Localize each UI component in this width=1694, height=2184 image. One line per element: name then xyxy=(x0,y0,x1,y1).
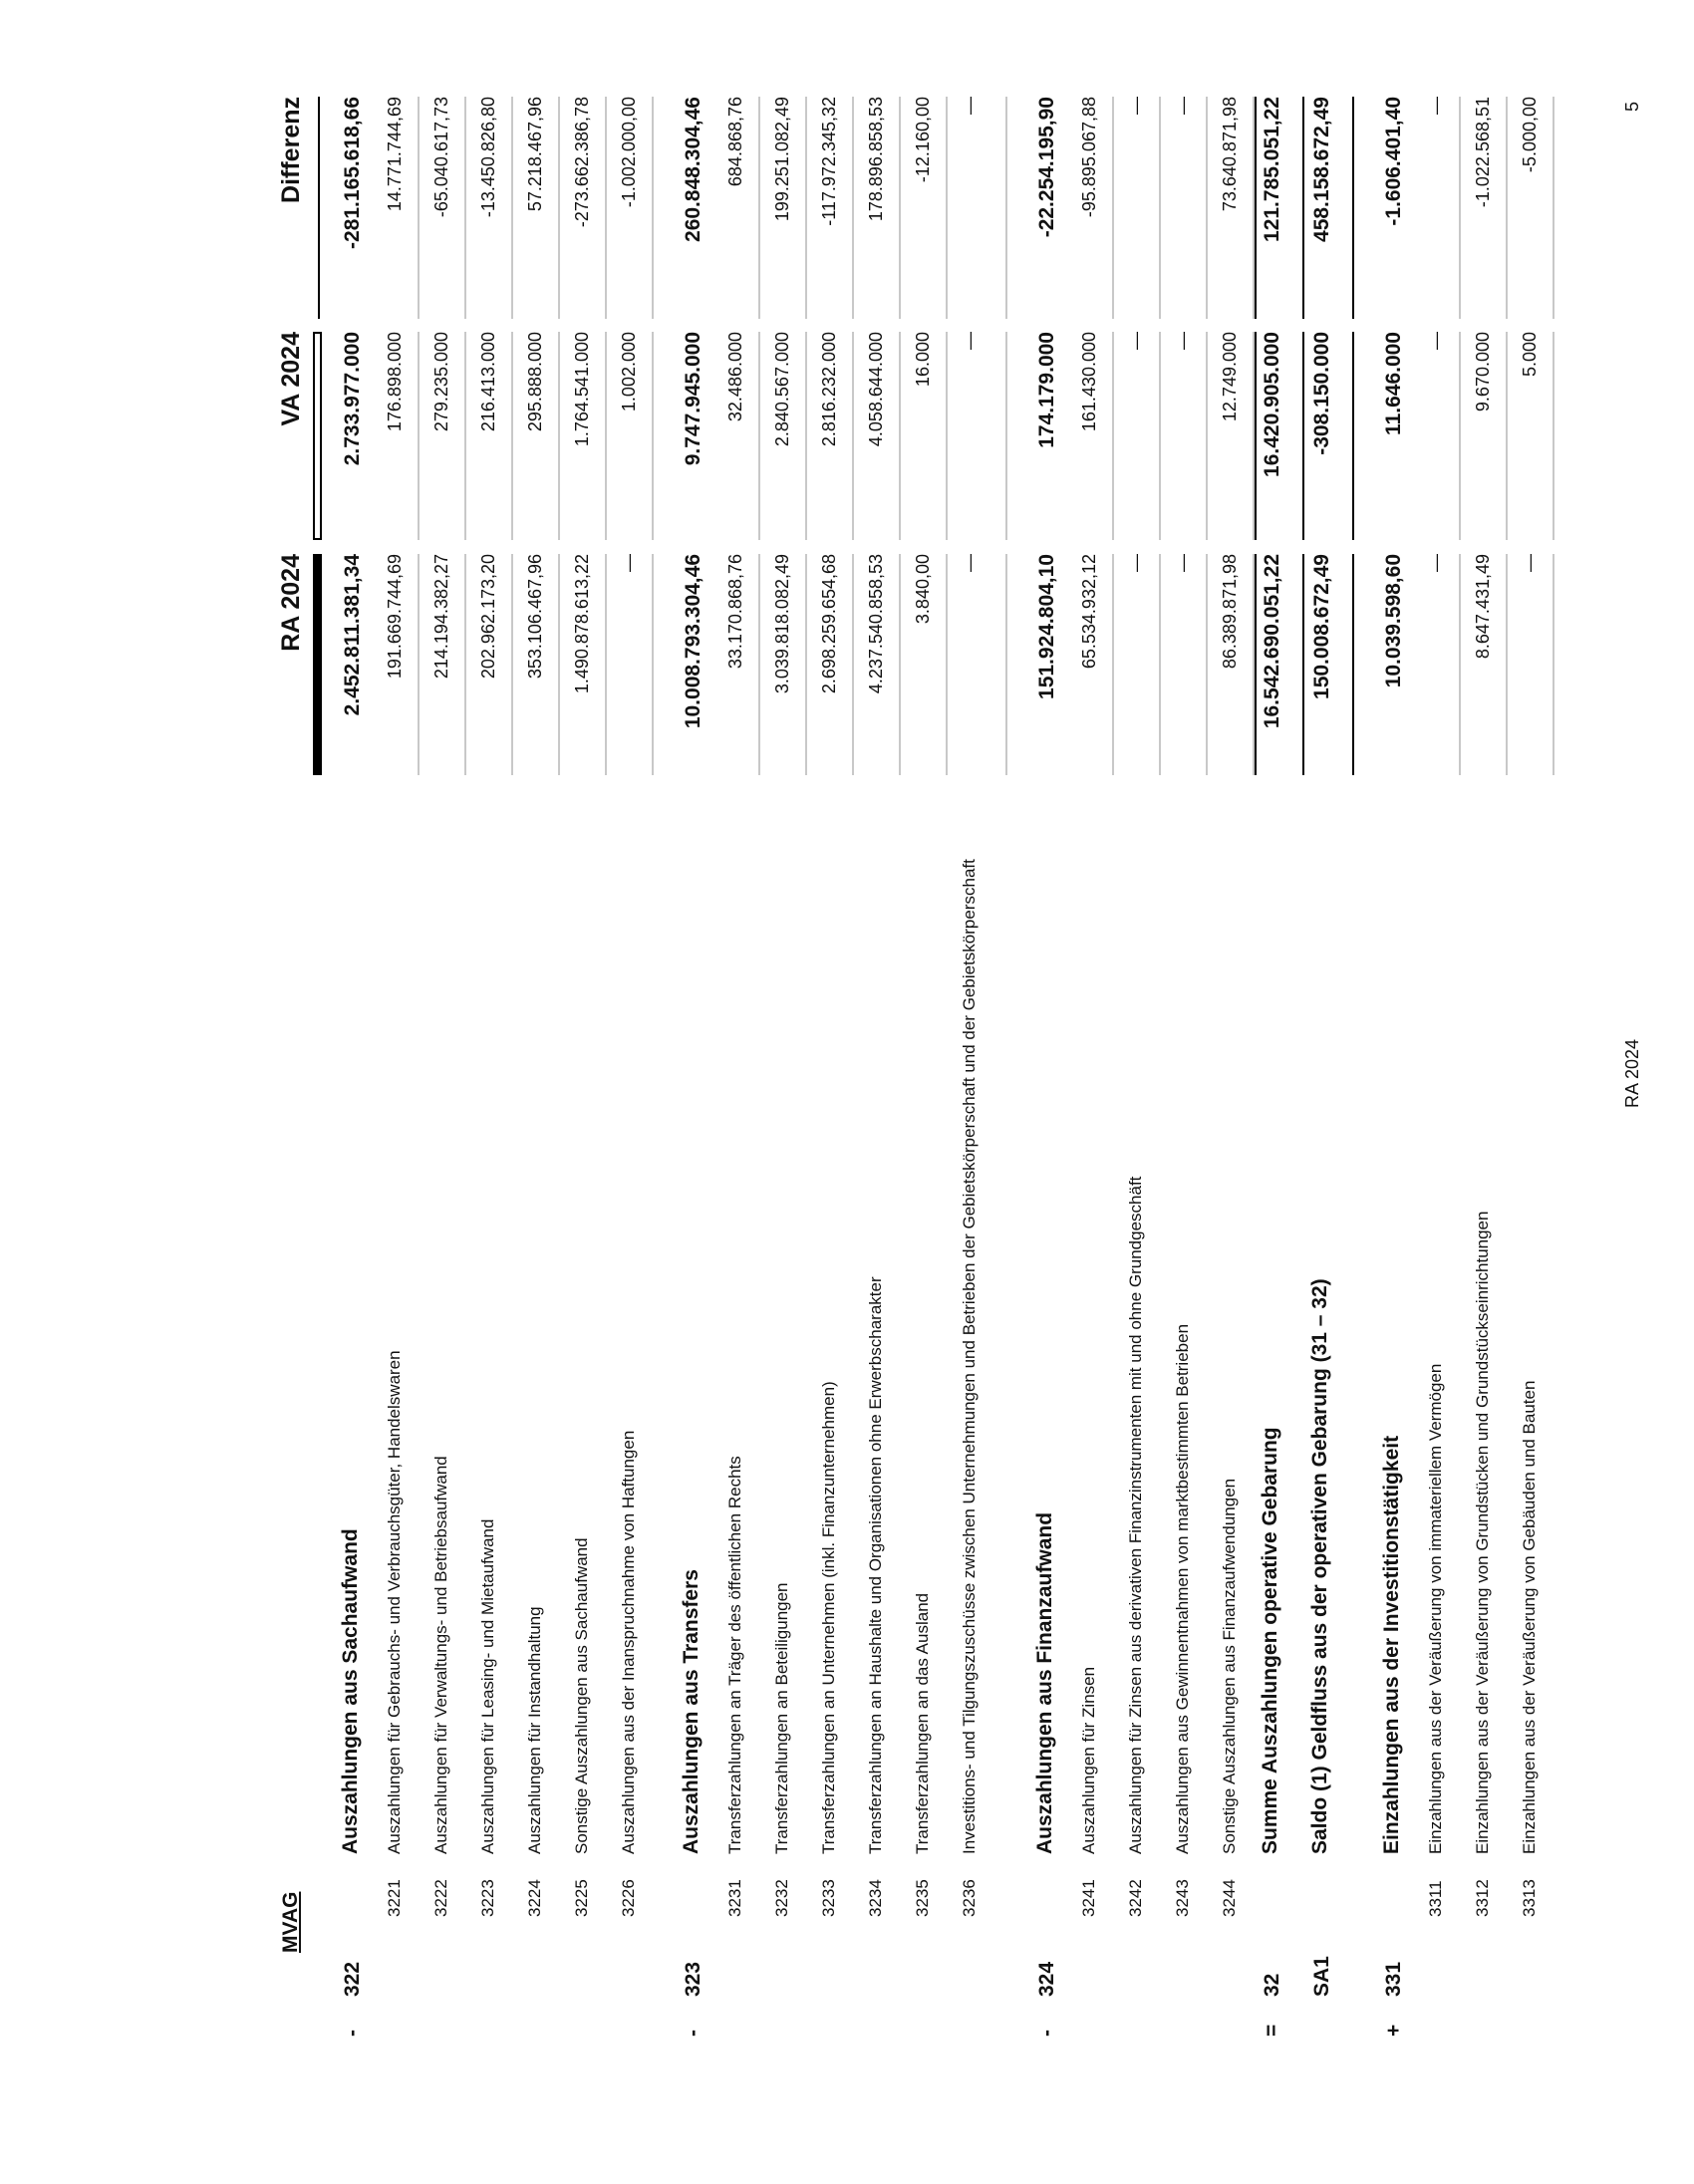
row-separator xyxy=(1553,97,1554,319)
row-va-2024: 32.486.000 xyxy=(725,332,745,422)
row-code: 3224 xyxy=(525,1879,544,1917)
row-sign: - xyxy=(1035,2030,1058,2037)
row-va-2024: 1.002.000 xyxy=(619,332,639,412)
row-label: Saldo (1) Geldfluss aus der operativen Gebarung (31 – 32) xyxy=(1308,1278,1331,1854)
row-differenz: -5.000,00 xyxy=(1520,97,1540,173)
row-va-2024: 174.179.000 xyxy=(1035,332,1058,448)
header-mvag: MVAG xyxy=(279,1891,302,1953)
row-code: 3231 xyxy=(725,1879,744,1917)
row-va-2024: 279.235.000 xyxy=(431,332,451,432)
row-label: Summe Auszahlungen operative Gebarung xyxy=(1259,1427,1281,1854)
row-differenz: -117.972.345,32 xyxy=(819,97,839,226)
row-code: 3221 xyxy=(385,1879,404,1917)
header-va-2024: VA 2024 xyxy=(277,332,305,426)
table-row xyxy=(1414,0,1461,2184)
row-differenz: — xyxy=(1426,97,1446,115)
row-ra-2024: 8.647.431,49 xyxy=(1473,554,1493,660)
row-label: Einzahlungen aus der Veräußerung von Grundstücken und Grundstückseinrichtungen xyxy=(1473,1211,1492,1854)
table-row xyxy=(1304,0,1354,2184)
row-differenz: -12.160,00 xyxy=(913,97,933,183)
row-va-2024: 9.747.945.000 xyxy=(682,332,705,466)
row-ra-2024: 2.698.259.654,68 xyxy=(819,554,839,694)
row-code: 3311 xyxy=(1426,1880,1445,1917)
row-ra-2024: — xyxy=(960,554,980,572)
row-label: Transferzahlungen an Träger des öffentlichen Rechts xyxy=(725,1456,744,1854)
row-separator xyxy=(1553,332,1554,540)
row-label: Auszahlungen für Verwaltungs- und Betriebsaufwand xyxy=(431,1456,450,1854)
row-ra-2024: — xyxy=(1126,554,1146,572)
table-header xyxy=(269,0,321,2184)
row-va-2024: 2.733.977.000 xyxy=(341,332,364,466)
table-row xyxy=(1255,0,1304,2184)
row-differenz: 458.158.672,49 xyxy=(1310,97,1333,242)
row-differenz: -22.254.195,90 xyxy=(1035,97,1058,238)
row-differenz: 14.771.744,69 xyxy=(385,97,405,212)
row-separator xyxy=(1005,97,1007,319)
row-separator xyxy=(652,554,654,775)
row-ra-2024: — xyxy=(1173,554,1193,572)
row-ra-2024: — xyxy=(1426,554,1446,572)
row-va-2024: 176.898.000 xyxy=(385,332,405,432)
row-label: Auszahlungen für Zinsen aus derivativen Finanzinstrumenten mit und ohne Grundgeschäft xyxy=(1126,1176,1145,1854)
row-va-2024: 4.058.644.000 xyxy=(866,332,886,447)
header-ra-bar xyxy=(313,554,322,775)
row-ra-2024: 3.039.818.082,49 xyxy=(772,554,792,694)
row-va-2024: 5.000 xyxy=(1520,332,1540,378)
table-row xyxy=(1029,0,1067,2184)
table-row xyxy=(1376,0,1414,2184)
row-code: 3312 xyxy=(1473,1879,1492,1917)
row-differenz: 121.785.051,22 xyxy=(1261,97,1283,242)
row-separator xyxy=(1005,332,1007,540)
row-label: Transferzahlungen an Haushalte und Organisationen ohne Erwerbscharakter xyxy=(866,1276,885,1854)
row-ra-2024: 150.008.672,49 xyxy=(1310,554,1333,699)
row-ra-2024: 65.534.932,12 xyxy=(1079,554,1099,670)
table-row xyxy=(560,0,607,2184)
row-differenz: 73.640.871,98 xyxy=(1220,97,1240,212)
row-label: Auszahlungen für Instandhaltung xyxy=(525,1606,544,1854)
row-label: Transferzahlungen an Beteiligungen xyxy=(772,1582,791,1854)
row-ra-2024: 10.039.598,60 xyxy=(1382,554,1405,688)
row-label: Einzahlungen aus der Veräußerung von Gebäuden und Bauten xyxy=(1520,1380,1539,1854)
row-code: 3222 xyxy=(431,1879,450,1917)
row-separator xyxy=(652,332,654,540)
row-group-code: 324 xyxy=(1035,1961,1058,1997)
row-differenz: -95.895.067,88 xyxy=(1079,97,1099,218)
row-label: Einzahlungen aus der Investitionstätigkeit xyxy=(1380,1435,1403,1854)
row-label: Transferzahlungen an das Ausland xyxy=(913,1592,932,1854)
sum-top-rule xyxy=(1255,97,1257,319)
row-separator xyxy=(1352,554,1354,775)
row-ra-2024: 1.490.878.613,22 xyxy=(572,554,592,694)
header-diff-line xyxy=(318,97,320,319)
row-va-2024: 161.430.000 xyxy=(1079,332,1099,432)
table-row xyxy=(513,0,560,2184)
row-ra-2024: 4.237.540.858,53 xyxy=(866,554,886,694)
table-row xyxy=(760,0,807,2184)
row-differenz: -281.165.618,66 xyxy=(341,97,364,249)
row-va-2024: 1.764.541.000 xyxy=(572,332,592,447)
table-row xyxy=(676,0,713,2184)
row-code: 3242 xyxy=(1126,1879,1145,1917)
row-differenz: -1.002.000,00 xyxy=(619,97,639,208)
row-va-2024: 2.840.567.000 xyxy=(772,332,792,447)
row-separator xyxy=(652,97,654,319)
row-va-2024: 11.646.000 xyxy=(1382,332,1405,435)
row-sign: = xyxy=(1261,2024,1283,2037)
row-ra-2024: — xyxy=(1520,554,1540,572)
table-row xyxy=(335,0,373,2184)
row-code: 3223 xyxy=(478,1879,497,1917)
row-ra-2024: 86.389.871,98 xyxy=(1220,554,1240,670)
sum-top-rule xyxy=(1255,554,1257,775)
row-differenz: 260.848.304,46 xyxy=(682,97,705,242)
row-group-code: SA1 xyxy=(1310,1956,1333,1997)
row-sign: - xyxy=(682,2030,705,2037)
table-body xyxy=(335,0,1554,2184)
table-row xyxy=(1461,0,1508,2184)
footer-document-title: RA 2024 xyxy=(1622,1038,1642,1108)
page-number: 5 xyxy=(1622,101,1642,112)
row-separator xyxy=(1352,97,1354,319)
row-va-2024: -308.150.000 xyxy=(1310,332,1333,455)
row-sign: + xyxy=(1382,2024,1405,2037)
row-ra-2024: 353.106.467,96 xyxy=(525,554,545,680)
table-row xyxy=(713,0,760,2184)
row-va-2024: 9.670.000 xyxy=(1473,332,1493,412)
table-row xyxy=(420,0,466,2184)
sum-top-rule xyxy=(1255,332,1257,540)
row-label: Auszahlungen für Leasing- und Mietaufwand xyxy=(478,1518,497,1854)
row-code: 3313 xyxy=(1520,1879,1539,1917)
row-differenz: -13.450.826,80 xyxy=(478,97,498,218)
row-label: Transferzahlungen an Unternehmen (inkl. Finanzunternehmen) xyxy=(819,1381,838,1854)
row-sign: - xyxy=(341,2030,364,2037)
table-row xyxy=(1114,0,1161,2184)
row-differenz: 199.251.082,49 xyxy=(772,97,792,222)
row-ra-2024: 2.452.811.381,34 xyxy=(341,554,364,716)
row-differenz: -1.022.568,51 xyxy=(1473,97,1493,208)
row-ra-2024: 191.669.744,69 xyxy=(385,554,405,680)
row-group-code: 322 xyxy=(341,1961,364,1997)
row-va-2024: 2.816.232.000 xyxy=(819,332,839,447)
table-row xyxy=(373,0,420,2184)
row-differenz: 178.896.858,53 xyxy=(866,97,886,222)
row-differenz: 57.218.467,96 xyxy=(525,97,545,212)
table-row xyxy=(607,0,654,2184)
row-differenz: -1.606.401,40 xyxy=(1382,97,1405,226)
row-differenz: — xyxy=(960,97,980,115)
row-code: 3243 xyxy=(1173,1879,1192,1917)
table-row xyxy=(466,0,513,2184)
row-code: 3241 xyxy=(1079,1879,1098,1917)
row-differenz: -273.662.386,78 xyxy=(572,97,592,228)
row-group-code: 323 xyxy=(682,1961,705,1997)
table-row xyxy=(901,0,948,2184)
row-separator xyxy=(1005,554,1007,775)
row-va-2024: — xyxy=(1126,332,1146,350)
table-row xyxy=(948,0,1007,2184)
row-code: 3232 xyxy=(772,1879,791,1917)
row-ra-2024: 33.170.868,76 xyxy=(725,554,745,670)
table-row xyxy=(1508,0,1554,2184)
header-va-box xyxy=(313,332,322,540)
row-label: Sonstige Auszahlungen aus Sachaufwand xyxy=(572,1537,591,1854)
row-code: 3244 xyxy=(1220,1879,1239,1917)
row-code: 3234 xyxy=(866,1879,885,1917)
table-row xyxy=(854,0,901,2184)
row-label: Auszahlungen aus der Inanspruchnahme von Haftungen xyxy=(619,1430,638,1854)
row-ra-2024: 202.962.173,20 xyxy=(478,554,498,680)
table-row xyxy=(1208,0,1255,2184)
row-label: Auszahlungen aus Gewinnentnahmen von marktbestimmten Betrieben xyxy=(1173,1323,1192,1854)
row-code: 3226 xyxy=(619,1879,638,1917)
row-group-code: 331 xyxy=(1382,1961,1405,1997)
row-va-2024: 295.888.000 xyxy=(525,332,545,432)
row-ra-2024: 151.924.804,10 xyxy=(1035,554,1058,699)
row-separator xyxy=(1553,554,1554,775)
row-code: 3235 xyxy=(913,1879,932,1917)
row-differenz: — xyxy=(1173,97,1193,115)
row-va-2024: 12.749.000 xyxy=(1220,332,1240,422)
row-differenz: -65.040.617,73 xyxy=(431,97,451,218)
row-label: Sonstige Auszahlungen aus Finanzaufwendungen xyxy=(1220,1478,1239,1854)
row-differenz: 684.868,76 xyxy=(725,97,745,187)
row-ra-2024: — xyxy=(619,554,639,572)
row-separator xyxy=(1352,332,1354,540)
row-va-2024: — xyxy=(960,332,980,350)
row-va-2024: — xyxy=(1173,332,1193,350)
row-ra-2024: 16.542.690.051,22 xyxy=(1261,554,1283,729)
table-row xyxy=(1161,0,1208,2184)
row-label: Auszahlungen aus Sachaufwand xyxy=(339,1528,362,1854)
table-row xyxy=(807,0,854,2184)
row-label: Auszahlungen aus Transfers xyxy=(680,1569,703,1854)
row-label: Auszahlungen aus Finanzaufwand xyxy=(1033,1511,1056,1854)
row-va-2024: 216.413.000 xyxy=(478,332,498,432)
row-code: 3233 xyxy=(819,1879,838,1917)
row-group-code: 32 xyxy=(1261,1973,1283,1997)
row-label: Einzahlungen aus der Veräußerung von immateriellem Vermögen xyxy=(1426,1363,1445,1854)
row-differenz: — xyxy=(1126,97,1146,115)
row-ra-2024: 3.840,00 xyxy=(913,554,933,625)
row-va-2024: — xyxy=(1426,332,1446,350)
row-label: Auszahlungen für Zinsen xyxy=(1079,1666,1098,1854)
header-differenz: Differenz xyxy=(277,97,305,203)
row-va-2024: 16.420.905.000 xyxy=(1261,332,1283,477)
row-ra-2024: 214.194.382,27 xyxy=(431,554,451,680)
row-ra-2024: 10.008.793.304,46 xyxy=(682,554,705,729)
row-label: Auszahlungen für Gebrauchs- und Verbrauchsgüter, Handelswaren xyxy=(385,1350,404,1854)
row-code: 3236 xyxy=(960,1879,979,1917)
header-ra-2024: RA 2024 xyxy=(277,554,305,652)
row-code: 3225 xyxy=(572,1879,591,1917)
row-label: Investitions- und Tilgungszuschüsse zwischen Unternehmungen und Betrieben der Gebietskörperschaft und der Gebietskörperschaft xyxy=(960,859,979,1854)
row-va-2024: 16.000 xyxy=(913,332,933,388)
table-row xyxy=(1067,0,1114,2184)
